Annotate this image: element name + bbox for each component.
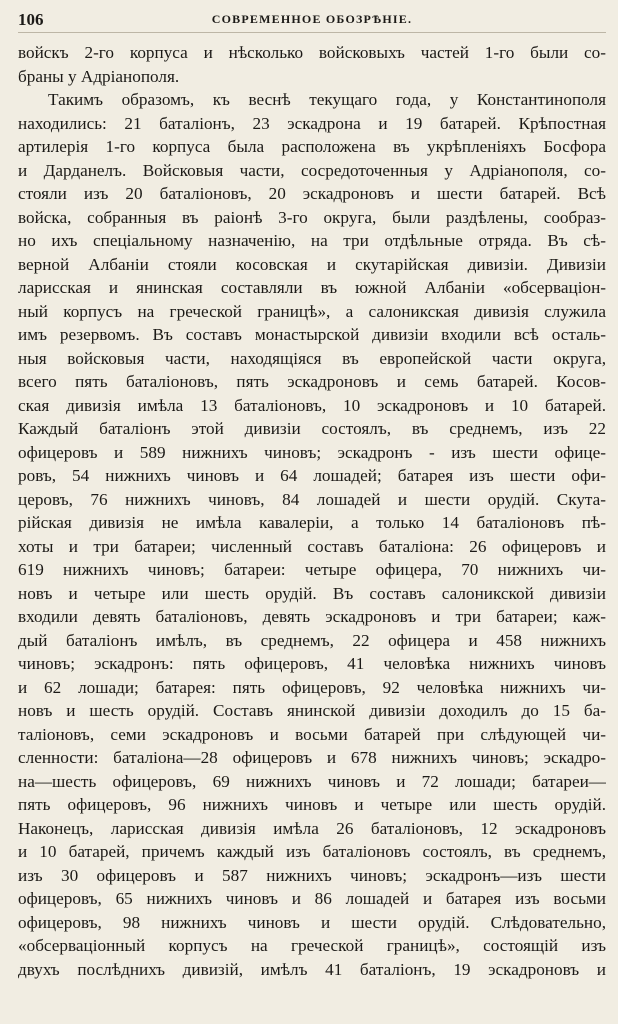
text-line: офицеровъ, 65 нижнихъ чиновъ и 86 лошадей и батарея изъ восьми: [18, 889, 606, 908]
text-line: «обсерваціонный корпусъ на греческой границѣ», состоящій изъ: [18, 936, 606, 955]
text-line: сленности: баталіона—28 офицеровъ и 678 нижнихъ чиновъ; эскадро-: [18, 748, 606, 767]
text-line: входили девять баталіоновъ, девять эскадроновъ и три батареи; каж-: [18, 607, 606, 626]
text-line: войскъ 2-го корпуса и нѣсколько войсковыхъ частей 1-го были со-: [18, 43, 606, 62]
text-line: ларисская и янинская составляли въ южной Албаніи «обсерваціон-: [18, 278, 606, 297]
text-line: таліоновъ, семи эскадроновъ и восьми батарей при слѣдующей чи-: [18, 724, 606, 744]
text-line: Каждый баталіонъ этой дивизіи состоялъ, въ среднемъ, изъ 22: [18, 419, 606, 438]
text-line: и 62 лошади; батарея: пять офицеровъ, 92 человѣка нижнихъ чи-: [18, 677, 606, 697]
text-line: ныя войсковыя части, находящіяся въ европейской части округа,: [18, 348, 606, 368]
text-line: офицеровъ, 98 нижнихъ чиновъ и шести орудій. Слѣдовательно,: [18, 912, 606, 932]
text-line: на—шесть офицеровъ, 69 нижнихъ чиновъ и 72 лошади; батареи—: [18, 771, 606, 791]
text-line: стояли изъ 20 баталіоновъ, 20 эскадроновъ и шести батарей. Всѣ: [18, 184, 606, 203]
text-line: ный корпусъ на греческой границѣ», а салоникская дивизія служила: [18, 301, 606, 321]
text-line: всего пять баталіоновъ, пять эскадроновъ и семь батарей. Косов-: [18, 372, 606, 391]
text-line: новъ и четыре или шесть орудій. Въ составъ салоникской дивизіи: [18, 583, 606, 603]
page-header: [18, 8, 606, 33]
text-line: церовъ, 76 нижнихъ чиновъ, 84 лошадей и шести орудій. Скута-: [18, 489, 606, 509]
text-line: новъ и шесть орудій. Составъ янинской дивизіи доходилъ до 15 ба-: [18, 701, 606, 720]
text-line: 619 нижнихъ чиновъ; батареи: четыре офицера, 70 нижнихъ чи-: [18, 560, 606, 579]
text-line: изъ 30 офицеровъ и 587 нижнихъ чиновъ; эскадронъ—изъ шести: [18, 865, 606, 885]
text-line: хоты и три батареи; численный составъ баталіона: 26 офицеровъ и: [18, 536, 606, 556]
text-line: двухъ послѣднихъ дивизій, имѣлъ 41 баталіонъ, 19 эскадроновъ и: [18, 959, 606, 979]
text-line: рійская дивизія не имѣла кавалеріи, а только 14 баталіоновъ пѣ-: [18, 513, 606, 532]
text-line: чиновъ; эскадронъ: пять офицеровъ, 41 человѣка нижнихъ чиновъ: [18, 654, 606, 673]
text-line: ровъ, 54 нижнихъ чиновъ и 64 лошадей; батарея изъ шести офи-: [18, 466, 606, 485]
text-line: верной Албаніи стояли косовская и скутарійская дивизіи. Дивизіи: [18, 254, 606, 274]
text-line: войска, собранныя въ раіонѣ 3-го округа, были раздѣлены, сообраз-: [18, 207, 606, 227]
text-line: и 10 батарей, причемъ каждый изъ баталіоновъ состоялъ, въ среднемъ,: [18, 842, 606, 861]
text-line: браны у Адріанополя.: [18, 66, 180, 86]
text-line: имъ резервомъ. Въ составъ монастырской дивизіи входили всѣ осталь-: [18, 325, 606, 344]
text-line: офицеровъ и 589 нижнихъ чиновъ; эскадронъ - изъ шести офице-: [18, 442, 606, 462]
text-line: но ихъ спеціальному назначенію, на три отдѣльные отряда. Въ сѣ-: [18, 231, 606, 250]
running-title: СОВРЕМЕННОЕ ОБОЗРѢНІЕ.: [211, 12, 413, 26]
text-line: Такимъ образомъ, къ веснѣ текущаго года, у Константинополя: [48, 90, 606, 109]
text-line: дый баталіонъ имѣлъ, въ среднемъ, 22 офицера и 458 нижнихъ: [18, 630, 606, 650]
text-line: Наконецъ, ларисская дивизія имѣла 26 баталіоновъ, 12 эскадроновъ: [18, 818, 606, 838]
text-line: пять офицеровъ, 96 нижнихъ чиновъ и четыре или шесть орудій.: [18, 795, 606, 814]
text-line: и Дарданелъ. Войсковыя части, сосредоточенныя у Адріанополя, со-: [18, 160, 606, 180]
page-number: 106: [18, 10, 44, 29]
text-line: находились: 21 баталіонъ, 23 эскадрона и 19 батарей. Крѣпостная: [18, 113, 606, 133]
text-line: артилерія 1-го корпуса была расположена въ укрѣпленіяхъ Босфора: [18, 137, 606, 156]
text-line: ская дивизія имѣла 13 баталіоновъ, 10 эскадроновъ и 10 батарей.: [18, 395, 606, 415]
body-text: [18, 41, 606, 981]
